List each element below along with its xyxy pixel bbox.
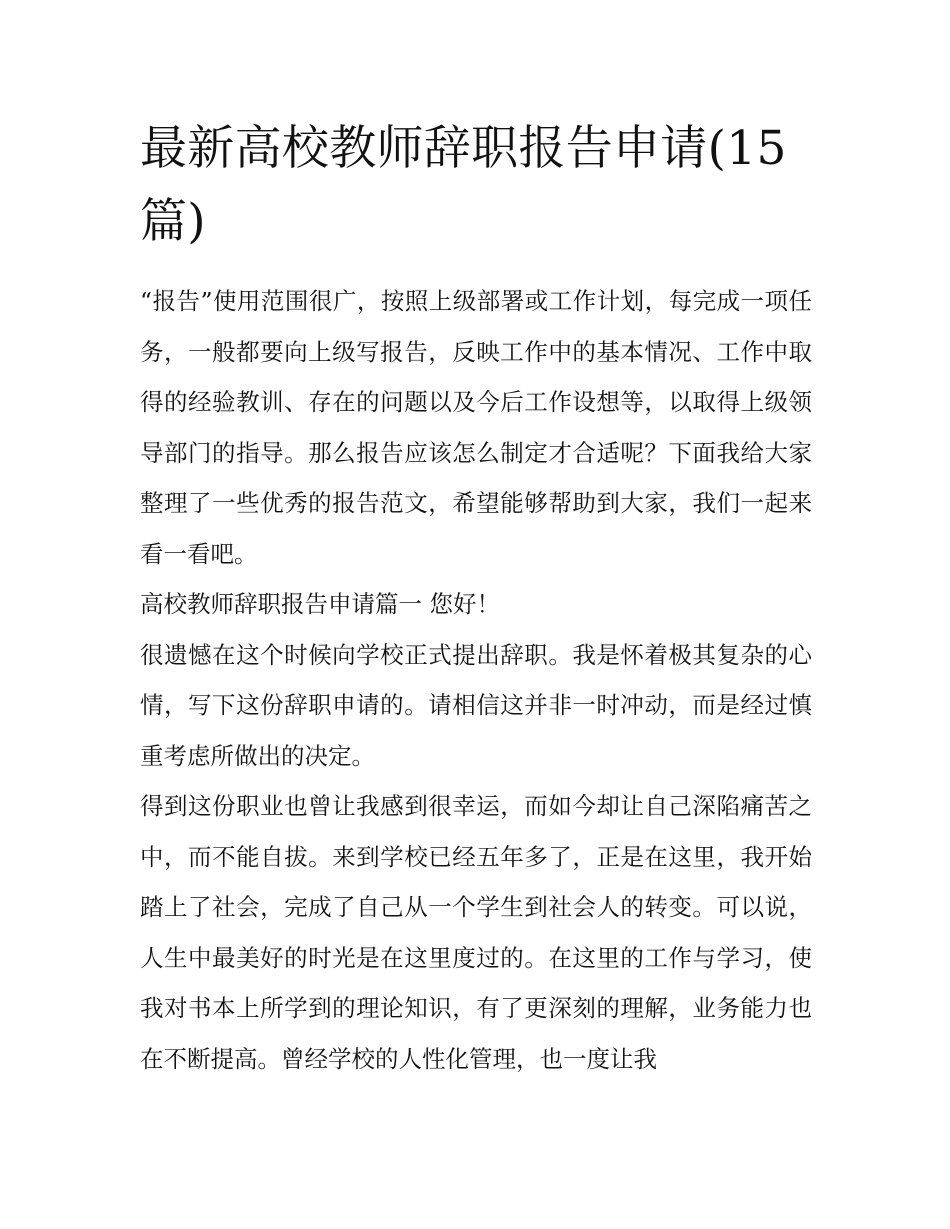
section-heading-paragraph: 高校教师辞职报告申请篇一 您好！ bbox=[140, 590, 500, 618]
intro-paragraph: “报告”使用范围很广，按照上级部署或工作计划，每完成一项任务，一般都要向上级写报告，反映工作中的基本情况、工作中取得的经验教训、存在的问题以及今后工作设想等，以取得上级领导部门的指导。那么报告应该怎么制定才合适呢？下面我给大家整理了一些优秀的报告范文，希望能够帮助到大家，我们一起来看一看吧。 bbox=[140, 287, 812, 568]
body-paragraph: 得到这份职业也曾让我感到很幸运，而如今却让自己深陷痛苦之中，而不能自拔。来到学校已经五年多了，正是在这里，我开始踏上了社会，完成了自己从一个学生到社会人的转变。可以说，人生中最美好的时光是在这里度过的。在这里的工作与学习，使我对书本上所学到的理论知识，有了更深刻的理解，业务能力也在不断提高。曾经学校的人性化管理，也一度让我 bbox=[140, 792, 812, 1073]
body-paragraph: 很遗憾在这个时候向学校正式提出辞职。我是怀着极其复杂的心情，写下这份辞职申请的。请相信这并非一时冲动，而是经过慎重考虑所做出的决定。 bbox=[140, 640, 812, 770]
document-page bbox=[140, 112, 812, 1084]
document-title: 最新高校教师辞职报告申请(15篇) bbox=[140, 121, 787, 249]
